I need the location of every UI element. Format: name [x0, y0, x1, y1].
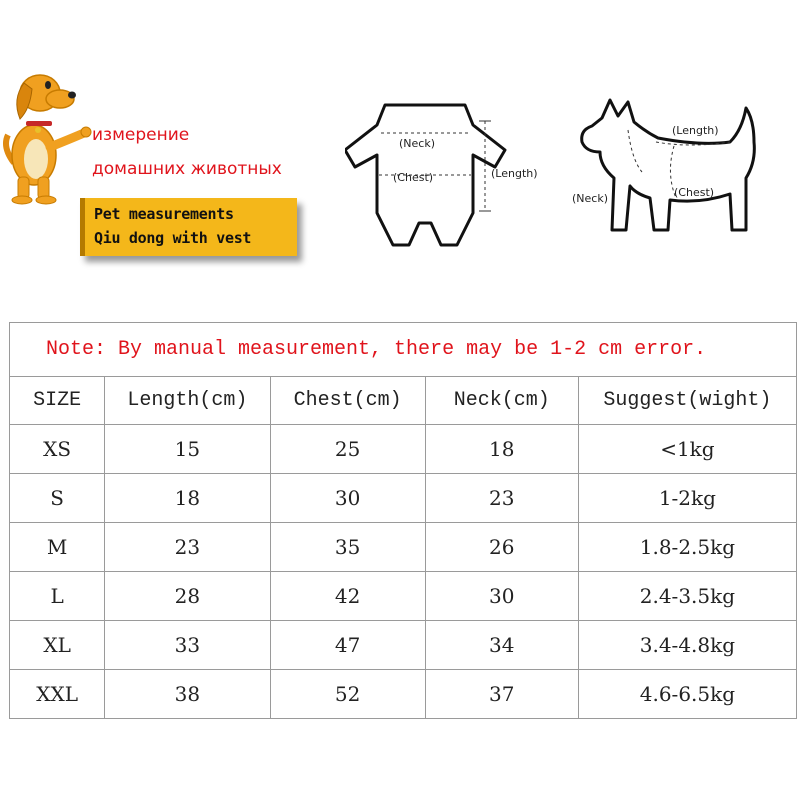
cell-size: M	[10, 523, 105, 572]
cell-neck: 18	[425, 425, 578, 474]
cell-length: 38	[105, 670, 270, 719]
banner-line-2: Qiu dong with vest	[94, 229, 252, 247]
cell-size: XS	[10, 425, 105, 474]
cell-weight: 4.6-6.5kg	[578, 670, 796, 719]
shirt-length-label: (Length)	[491, 167, 538, 180]
table-header-row	[10, 377, 797, 425]
cell-chest: 47	[270, 621, 425, 670]
cell-neck: 34	[425, 621, 578, 670]
cell-weight: 1-2kg	[578, 474, 796, 523]
cell-neck: 23	[425, 474, 578, 523]
measurement-note: Note: By manual measurement, there may be 1-2 cm error.	[10, 323, 797, 377]
cell-length: 15	[105, 425, 270, 474]
russian-title-line-2: домашних животных	[92, 159, 282, 179]
cell-weight: <1kg	[578, 425, 796, 474]
shirt-chest-label: (Chest)	[393, 171, 434, 184]
russian-title-line-1: измерение	[92, 125, 190, 145]
cell-length: 28	[105, 572, 270, 621]
header-length: Length(cm)	[105, 377, 270, 425]
cell-length: 33	[105, 621, 270, 670]
cartoon-dog-icon	[0, 55, 92, 205]
cell-chest: 25	[270, 425, 425, 474]
cell-size: XXL	[10, 670, 105, 719]
table-row	[10, 572, 797, 621]
cell-size: XL	[10, 621, 105, 670]
dog-length-label: (Length)	[672, 124, 719, 137]
cell-chest: 52	[270, 670, 425, 719]
cell-weight: 2.4-3.5kg	[578, 572, 796, 621]
shirt-measurement-diagram	[345, 95, 560, 255]
cell-weight: 1.8-2.5kg	[578, 523, 796, 572]
table-row	[10, 523, 797, 572]
cell-chest: 35	[270, 523, 425, 572]
header-chest: Chest(cm)	[270, 377, 425, 425]
header-size: SIZE	[10, 377, 105, 425]
shirt-neck-label: (Neck)	[399, 137, 435, 150]
dog-outline	[582, 100, 755, 230]
cell-neck: 30	[425, 572, 578, 621]
dog-chest-label: (Chest)	[674, 186, 715, 199]
dog-neck-label: (Neck)	[572, 192, 608, 205]
cell-length: 18	[105, 474, 270, 523]
cell-weight: 3.4-4.8kg	[578, 621, 796, 670]
banner-line-1: Pet measurements	[94, 205, 234, 223]
table-row	[10, 621, 797, 670]
header-neck: Neck(cm)	[425, 377, 578, 425]
pet-measurement-banner	[80, 198, 297, 256]
cell-length: 23	[105, 523, 270, 572]
header-suggest-weight: Suggest(wight)	[578, 377, 796, 425]
table-row	[10, 670, 797, 719]
cell-size: L	[10, 572, 105, 621]
cell-chest: 42	[270, 572, 425, 621]
dog-measurement-diagram	[570, 90, 785, 250]
note-row	[10, 323, 797, 377]
cell-size: S	[10, 474, 105, 523]
cell-neck: 37	[425, 670, 578, 719]
table-row	[10, 425, 797, 474]
cell-neck: 26	[425, 523, 578, 572]
table-row	[10, 474, 797, 523]
size-chart-table	[9, 322, 797, 719]
cell-chest: 30	[270, 474, 425, 523]
